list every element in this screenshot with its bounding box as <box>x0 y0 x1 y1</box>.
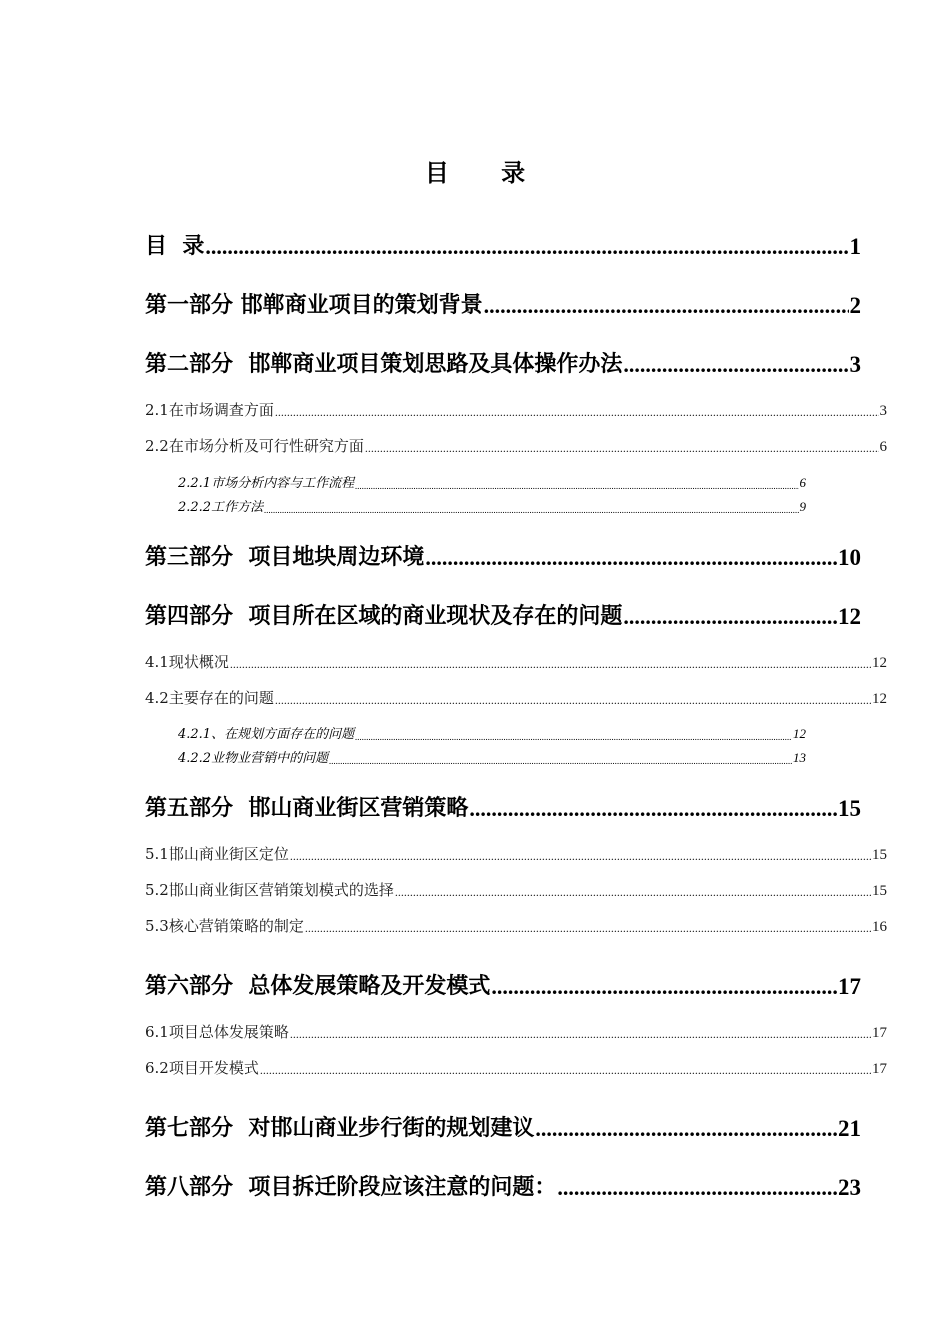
leader-dots <box>395 885 871 900</box>
leader-dots <box>264 505 798 515</box>
leader-dots <box>425 545 837 571</box>
leader-dots <box>305 921 871 936</box>
leader-dots <box>275 693 871 708</box>
toc-page-number: 12 <box>838 604 861 629</box>
toc-entry-label: 2.2.2工作方法 <box>178 500 264 515</box>
leader-dots <box>290 849 871 864</box>
toc-entry-label: 目 录 <box>145 233 205 259</box>
toc-page-number: 9 <box>799 499 806 514</box>
toc-page-number: 12 <box>793 726 806 741</box>
toc-entry-section-2-1[interactable] <box>145 398 887 420</box>
toc-entry-label: 6.1项目总体发展策略 <box>145 1023 289 1041</box>
toc-entry-section-5-3[interactable] <box>145 914 887 936</box>
toc-entry-label: 5.2邯山商业街区营销策划模式的选择 <box>145 881 394 899</box>
toc-page-number: 15 <box>872 883 887 899</box>
toc-entry-label: 4.2.1、在规划方面存在的问题 <box>178 727 355 742</box>
leader-dots <box>205 234 848 260</box>
page-title: 目 录 <box>424 158 548 187</box>
toc-page-number: 12 <box>872 655 887 671</box>
leader-dots <box>491 974 837 1000</box>
toc-entry-part-5[interactable] <box>145 790 861 822</box>
toc-entry-label: 第六部分 总体发展策略及开发模式 <box>145 973 491 999</box>
toc-entry-part-4[interactable] <box>145 598 861 630</box>
toc-page-number: 13 <box>793 750 806 765</box>
toc-page-number: 3 <box>879 403 887 419</box>
leader-dots <box>355 732 792 742</box>
toc-page-number: 6 <box>799 475 806 490</box>
toc-page-number: 17 <box>838 974 861 999</box>
toc-page-number: 2 <box>849 293 861 318</box>
leader-dots <box>623 352 848 378</box>
toc-entry-section-4-2-2[interactable] <box>178 748 806 766</box>
toc-entry-section-4-2[interactable] <box>145 686 887 708</box>
toc-page-number: 15 <box>838 796 861 821</box>
toc-entry-label: 第五部分 邯山商业街区营销策略 <box>145 795 469 821</box>
toc-page-number: 17 <box>872 1061 887 1077</box>
leader-dots <box>329 756 792 766</box>
toc-entry-part-2[interactable] <box>145 346 861 378</box>
toc-page-number: 6 <box>879 439 887 455</box>
toc-entry-label: 第一部分 邯郸商业项目的策划背景 <box>145 292 483 318</box>
toc-entry-section-4-2-1[interactable] <box>178 724 806 742</box>
toc-entry-section-5-1[interactable] <box>145 842 887 864</box>
toc-page-number: 23 <box>838 1175 861 1200</box>
toc-entry-part-6[interactable] <box>145 968 861 1000</box>
toc-entry-section-5-2[interactable] <box>145 878 887 900</box>
toc-entry-label: 6.2项目开发模式 <box>145 1059 259 1077</box>
toc-page-number: 12 <box>872 691 887 707</box>
leader-dots <box>260 1063 871 1078</box>
toc-entry-label: 第八部分 项目拆迁阶段应该注意的问题： <box>145 1174 557 1200</box>
toc-page-number: 16 <box>872 919 887 935</box>
toc-entry-section-2-2[interactable] <box>145 434 887 456</box>
toc-entry-label: 4.2.2业物业营销中的问题 <box>178 751 329 766</box>
toc-entry-part-8[interactable] <box>145 1169 861 1201</box>
leader-dots <box>275 405 879 420</box>
leader-dots <box>230 657 871 672</box>
leader-dots <box>355 481 798 491</box>
toc-entry-label: 第三部分 项目地块周边环境 <box>145 544 425 570</box>
toc-entry-section-4-1[interactable] <box>145 650 887 672</box>
toc-entry-label: 4.1现状概况 <box>145 653 229 671</box>
leader-dots <box>469 796 837 822</box>
toc-entry-part-3[interactable] <box>145 539 861 571</box>
toc-entry-label: 2.2.1市场分析内容与工作流程 <box>178 476 355 491</box>
leader-dots <box>535 1116 837 1142</box>
toc-entry-label: 第二部分 邯郸商业项目策划思路及具体操作办法 <box>145 351 623 377</box>
leader-dots <box>484 293 849 319</box>
toc-entry-section-2-2-2[interactable] <box>178 497 806 515</box>
toc-entry-part-1[interactable] <box>145 287 861 319</box>
toc-entry-mulu[interactable] <box>145 228 861 260</box>
toc-entry-section-6-1[interactable] <box>145 1020 887 1042</box>
toc-entry-label: 5.1邯山商业街区定位 <box>145 845 289 863</box>
toc-page-number: 10 <box>838 545 861 570</box>
toc-entry-label: 5.3核心营销策略的制定 <box>145 917 304 935</box>
leader-dots <box>623 604 837 630</box>
toc-page-number: 17 <box>872 1025 887 1041</box>
toc-entry-label: 2.1在市场调查方面 <box>145 401 274 419</box>
toc-entry-section-6-2[interactable] <box>145 1056 887 1078</box>
leader-dots <box>557 1175 837 1201</box>
toc-page-number: 21 <box>838 1116 861 1141</box>
toc-page-number: 1 <box>849 234 861 259</box>
toc-entry-label: 4.2主要存在的问题 <box>145 689 274 707</box>
toc-page-number: 3 <box>849 352 861 377</box>
leader-dots <box>290 1027 871 1042</box>
toc-entry-part-7[interactable] <box>145 1110 861 1142</box>
toc-entry-label: 第四部分 项目所在区域的商业现状及存在的问题 <box>145 603 623 629</box>
toc-entry-section-2-2-1[interactable] <box>178 473 806 491</box>
leader-dots <box>365 441 879 456</box>
toc-page-number: 15 <box>872 847 887 863</box>
toc-entry-label: 第七部分 对邯山商业步行街的规划建议 <box>145 1115 535 1141</box>
toc-entry-label: 2.2在市场分析及可行性研究方面 <box>145 437 364 455</box>
